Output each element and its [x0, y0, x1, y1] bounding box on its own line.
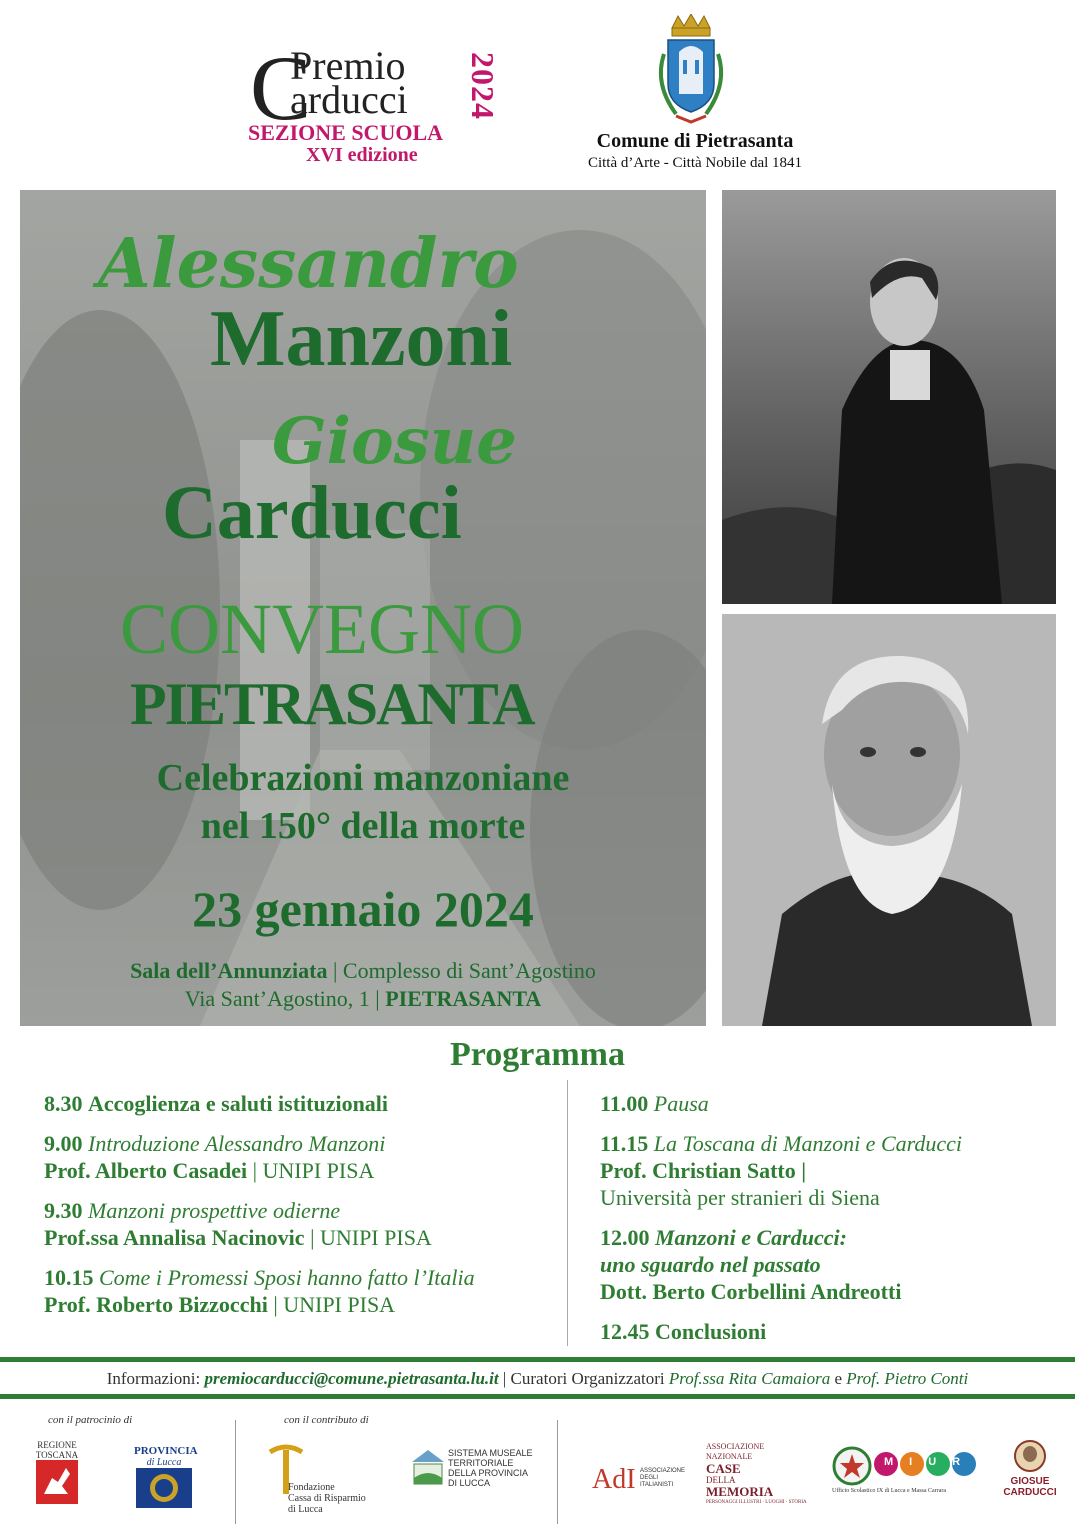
item-title: Pausa [653, 1091, 709, 1116]
venue-sep: | [333, 958, 338, 983]
item-title: Manzoni prospettive odierne [88, 1198, 341, 1223]
item-title: Accoglienza e saluti istituzionali [88, 1091, 389, 1116]
info-text [0, 1369, 1075, 1389]
info-bar [0, 1357, 1075, 1399]
sistema-museale-logo [410, 1448, 550, 1492]
address-sep: | [375, 986, 380, 1011]
sistema-line3: DELLA PROVINCIA [448, 1468, 529, 1478]
curatore-1: Prof.ssa Rita Camaiora [668, 1369, 831, 1388]
info-email-link[interactable]: premiocarducci@comune.pietrasanta.lu.it [204, 1369, 499, 1388]
address: Via Sant’Agostino, 1 [184, 986, 370, 1011]
info-label: Informazioni: [106, 1369, 201, 1388]
provincia-line1: PROVINCIA [134, 1445, 198, 1457]
item-title: Manzoni e Carducci: [655, 1225, 847, 1250]
item-time: 10.15 [44, 1265, 94, 1290]
item-speaker: Prof. Roberto Bizzocchi [44, 1292, 268, 1317]
provincia-lucca-logo [134, 1445, 198, 1509]
patrocinio-label: con il patrocinio di [48, 1414, 133, 1426]
logo-premio: Premio [290, 43, 406, 88]
subtitle-line1: Celebrazioni manzoniane [156, 757, 570, 799]
contributo-label: con il contributo di [284, 1414, 369, 1426]
item-time: 12.00 [600, 1225, 650, 1250]
premio-small-logo [1000, 1440, 1060, 1498]
item-title: Introduzione Alessandro Manzoni [88, 1131, 386, 1156]
italian-republic-emblem-icon [832, 1446, 872, 1486]
fondazione-line3: di Lucca [288, 1504, 323, 1515]
fondazione-text [288, 1482, 378, 1515]
fondazione-logo [266, 1440, 366, 1515]
program-item [44, 1264, 564, 1318]
item-time: 9.00 [44, 1131, 83, 1156]
name1-first: Alessandro [98, 224, 519, 304]
program-item [44, 1090, 564, 1117]
item-affiliation: | UNIPI PISA [252, 1158, 375, 1183]
edizione: XVI edizione [306, 144, 418, 166]
museum-icon [410, 1448, 446, 1488]
city-title: PIETRASANTA [130, 671, 534, 737]
manzoni-portrait-image [722, 190, 1056, 604]
logo-carducci: arducci [290, 77, 408, 122]
sistema-line4: DI LUCCA [448, 1478, 491, 1488]
adi-logo [592, 1464, 692, 1496]
comune-name: Comune di Pietrasanta [596, 130, 794, 152]
venue-name: Sala dell’Annunziata [130, 958, 328, 983]
address-city: PIETRASANTA [385, 986, 542, 1011]
premio-small-line1: GIOSUE [1010, 1476, 1050, 1487]
regione-toscana-logo [32, 1440, 82, 1506]
program-item [600, 1130, 1060, 1211]
program-item [600, 1224, 1060, 1305]
case-line4: DELLA [706, 1475, 736, 1485]
regione-line1: REGIONE [37, 1440, 77, 1450]
program-item [600, 1318, 1060, 1345]
sponsor-divider-2 [557, 1420, 558, 1524]
item-affiliation: | UNIPI PISA [310, 1225, 432, 1250]
case-line6: PERSONAGGI ILLUSTRI · LUOGHI · STORIA [706, 1500, 807, 1505]
adi-mark: AdI [592, 1464, 636, 1495]
programma-title: Programma [450, 1036, 625, 1073]
item-title: Come i Promessi Sposi hanno fatto l’Italia [99, 1265, 475, 1290]
logo-big-c: C [250, 37, 312, 139]
program-item [600, 1090, 1060, 1117]
venue-complex: Complesso di Sant’Agostino [342, 958, 596, 983]
adi-line2: DEGLI [640, 1475, 659, 1481]
fondazione-line1: Fondazione [288, 1482, 335, 1493]
address-line [20, 986, 706, 1012]
comune-block [560, 128, 830, 172]
provincia-line2: di Lucca [146, 1457, 182, 1468]
program-item [44, 1130, 564, 1184]
item-affiliation: | UNIPI PISA [273, 1292, 396, 1317]
info-stripe-bottom [0, 1394, 1075, 1399]
event-date: 23 gennaio 2024 [192, 881, 534, 937]
program-right-column [600, 1090, 1060, 1358]
case-memoria-logo [706, 1442, 816, 1508]
item-time: 8.30 [44, 1091, 83, 1116]
program-left-column [44, 1090, 564, 1331]
premio-small-line2: CARDUCCI [1003, 1487, 1057, 1498]
fondazione-line2: Cassa di Risparmio [288, 1493, 366, 1504]
item-speaker: Prof. Christian Satto | [600, 1158, 807, 1183]
sistema-line1: SISTEMA MUSEALE [448, 1448, 533, 1458]
carducci-portrait-image [722, 614, 1056, 1026]
item-time: 12.45 [600, 1319, 650, 1344]
ufficio-text: Ufficio Scolastico IX di Lucca e Massa Carrara [832, 1488, 947, 1494]
adi-text [640, 1468, 685, 1489]
item-time: 9.30 [44, 1198, 83, 1223]
adi-line3: ITALIANISTI [640, 1482, 674, 1488]
case-line3: CASE [706, 1461, 741, 1476]
info-stripe-top [0, 1357, 1075, 1362]
venue-line [20, 958, 706, 984]
premio-carducci-logo [246, 37, 506, 166]
sistema-line2: TERRITORIALE [448, 1458, 514, 1468]
item-title: Conclusioni [655, 1319, 767, 1344]
pegasus-icon [36, 1460, 78, 1504]
sezione-scuola: SEZIONE SCUOLA [248, 120, 444, 145]
case-line5: MEMORIA [706, 1484, 774, 1499]
curatore-2: Prof. Pietro Conti [846, 1369, 969, 1388]
curatori-and: e [834, 1369, 842, 1388]
name2-last: Carducci [162, 471, 462, 555]
sponsor-divider-1 [235, 1420, 236, 1524]
convegno-label: CONVEGNO [120, 589, 524, 669]
item-time: 11.15 [600, 1131, 649, 1156]
comune-subtitle: Città d’Arte - Città Nobile dal 1841 [587, 155, 803, 171]
adi-line1: ASSOCIAZIONE [640, 1468, 686, 1474]
case-line1: ASSOCIAZIONE [706, 1442, 765, 1451]
program-item [44, 1197, 564, 1251]
info-sep: | [502, 1369, 507, 1388]
name2-first: Giosue [272, 404, 517, 479]
regione-line2: TOSCANA [35, 1450, 79, 1460]
item-affiliation: Università per stranieri di Siena [600, 1185, 880, 1210]
case-line2: NAZIONALE [706, 1452, 753, 1461]
item-speaker: Dott. Berto Corbellini Andreotti [600, 1279, 902, 1304]
curatori-label: Curatori Organizzatori [510, 1369, 665, 1388]
item-title: La Toscana di Manzoni e Carducci [653, 1131, 963, 1156]
hero-panel [20, 190, 706, 1026]
pietrasanta-crest-icon [646, 14, 736, 130]
logo-year: 2024 [465, 52, 501, 120]
item-time: 11.00 [600, 1091, 649, 1116]
subtitle-line2: nel 150° della morte [200, 805, 526, 847]
carducci-medallion-icon [1014, 1440, 1046, 1472]
item-speaker: Prof. Alberto Casadei [44, 1158, 248, 1183]
program-divider [567, 1080, 568, 1346]
ufficio-miur-logo [832, 1446, 982, 1494]
item-speaker: Prof.ssa Annalisa Nacinovic [44, 1225, 305, 1250]
miur-text: MIUR [884, 1456, 977, 1468]
provincia-emblem-icon [136, 1468, 192, 1508]
sistema-text [448, 1448, 533, 1488]
name1-last: Manzoni [210, 295, 513, 383]
item-title-cont: uno sguardo nel passato [600, 1252, 821, 1277]
